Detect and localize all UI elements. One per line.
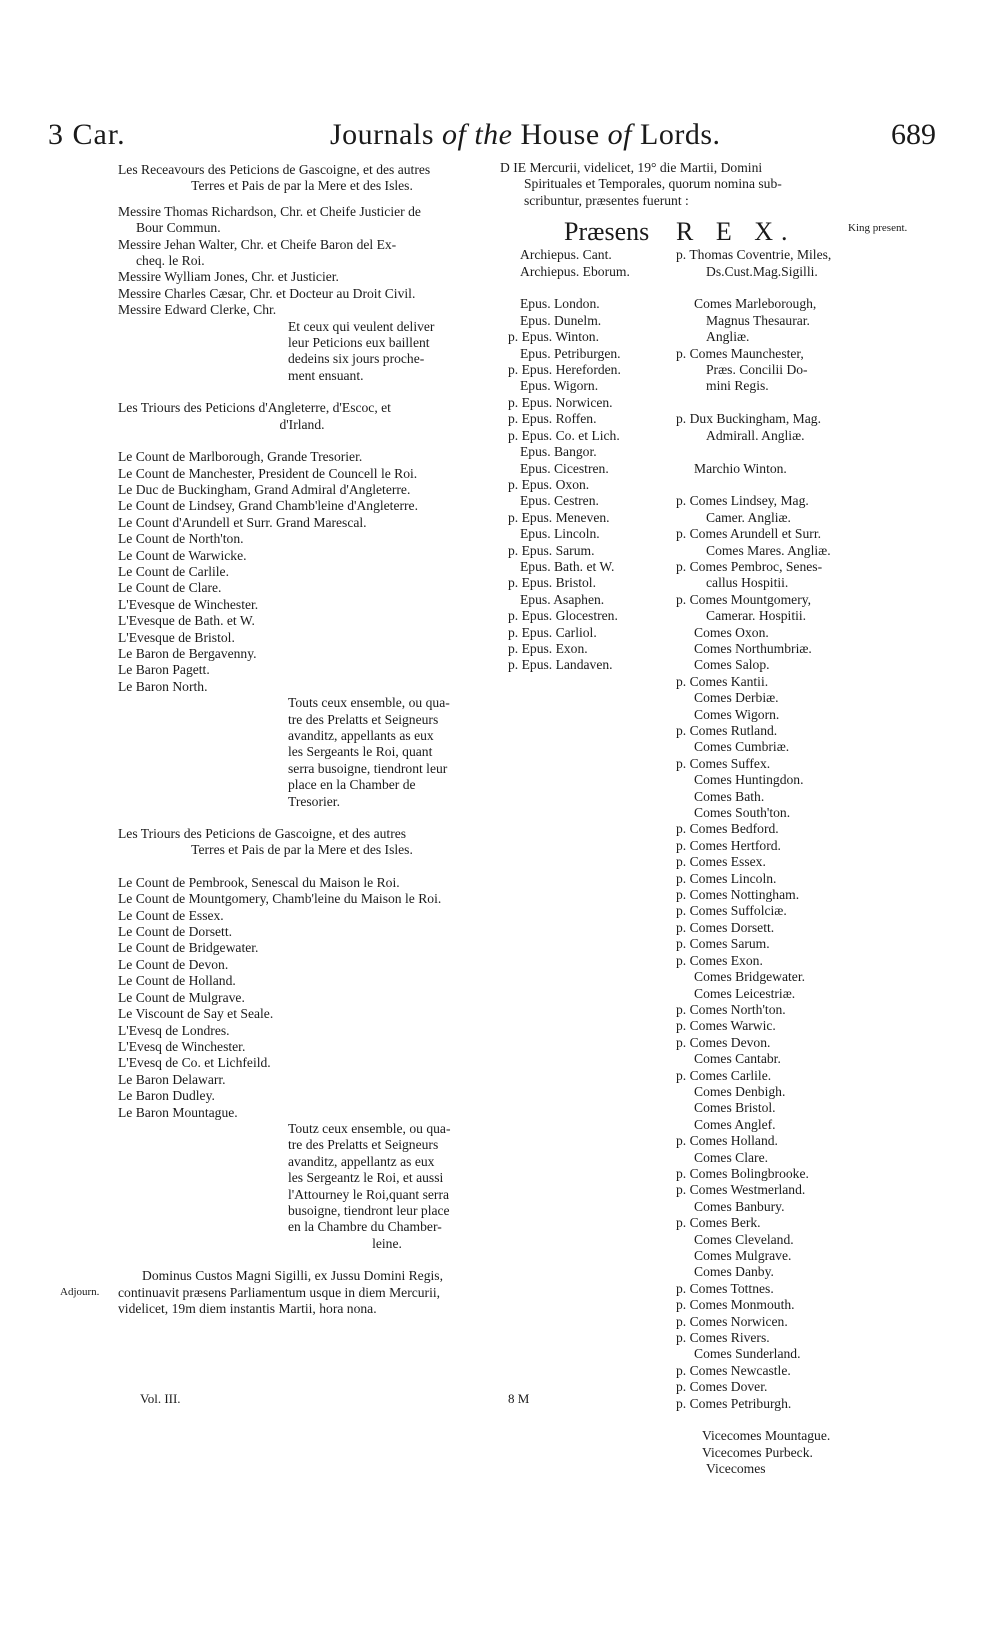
lord-entry: Comes Bridgewater. bbox=[694, 969, 805, 985]
lord-entry: Comes Clare. bbox=[694, 1149, 768, 1165]
lord-entry bbox=[676, 395, 866, 411]
title-part: of bbox=[607, 118, 640, 151]
lord-entry: Epus. Asaphen. bbox=[520, 591, 605, 607]
lord-entry bbox=[676, 477, 866, 493]
text-line: Terres et Pais de par la Mere et des Isles. bbox=[191, 178, 413, 194]
text-line: D IE Mercurii, videlicet, 19° die Martii, Domini bbox=[500, 160, 763, 175]
lord-entry: p. Comes Warwic. bbox=[676, 1018, 776, 1034]
text-line: Le Baron Mountague. bbox=[118, 1104, 238, 1120]
lord-entry: Comes South'ton. bbox=[694, 805, 791, 821]
triers-gascoigne-list bbox=[118, 875, 486, 1121]
lord-entry: Comes Cleveland. bbox=[694, 1231, 794, 1247]
text-line: en la Chambre du Chamber- bbox=[288, 1219, 442, 1235]
page-number: 689 bbox=[891, 118, 936, 151]
lord-entry: p. Comes Norwicen. bbox=[676, 1313, 788, 1329]
lord-entry: Comes Oxon. bbox=[694, 624, 769, 640]
lord-entry: Comes Salop. bbox=[694, 657, 770, 673]
text-line: busoigne, tiendront leur place bbox=[288, 1202, 450, 1218]
lord-entry: Vicecomes Purbeck. bbox=[702, 1444, 813, 1460]
text-line: Le Count de Pembrook, Senescal du Maison le Roi. bbox=[118, 874, 400, 890]
lord-entry: p. Epus. Exon. bbox=[508, 640, 588, 656]
lord-entry: p. Comes Westmerland. bbox=[676, 1182, 806, 1198]
text-line: Le Count de Mulgrave. bbox=[118, 989, 245, 1005]
lord-entry: Comes Wigorn. bbox=[694, 706, 780, 722]
lord-entry: p. Comes Bedford. bbox=[676, 821, 779, 837]
title-part: of the bbox=[442, 118, 521, 151]
text-line: Les Receavours des Peticions de Gascoigne, et des autres bbox=[118, 162, 431, 177]
text-line: Messire Thomas Richardson, Chr. et Cheife Justicier de bbox=[118, 203, 421, 219]
lord-entry: Comes Cumbriæ. bbox=[694, 739, 790, 755]
text-line: Bour Commun. bbox=[136, 220, 221, 236]
receivers-note bbox=[288, 319, 486, 385]
triers-england-heading bbox=[118, 400, 486, 433]
text-line: Tresorier. bbox=[288, 793, 340, 809]
lord-entry: Epus. Petriburgen. bbox=[520, 345, 621, 361]
lord-entry: p. Dux Buckingham, Mag. bbox=[676, 411, 821, 427]
receivers-list bbox=[118, 204, 486, 319]
text-line: avanditz, appellants as eux bbox=[288, 728, 434, 743]
text-line: cheq. le Roi. bbox=[136, 253, 205, 269]
lord-entry: p. Epus. Landaven. bbox=[508, 657, 613, 673]
footer-volume: Vol. III. bbox=[140, 1391, 181, 1406]
margin-note-king-present: King present. bbox=[848, 222, 908, 234]
lord-entry: Archiepus. Cant. bbox=[520, 247, 612, 263]
text-line: L'Evesq de Londres. bbox=[118, 1022, 230, 1038]
lord-entry: p. Comes Maunchester, bbox=[676, 345, 804, 361]
text-line: L'Evesq de Co. et Lichfeild. bbox=[118, 1055, 271, 1071]
text-line: videlicet, 19m diem instantis Martii, hora nona. bbox=[118, 1301, 377, 1316]
text-line: Le Count de North'ton. bbox=[118, 531, 244, 547]
lord-entry bbox=[676, 444, 866, 460]
lord-entry bbox=[676, 1412, 866, 1428]
lord-entry: Epus. Bath. et W. bbox=[520, 558, 615, 574]
lord-entry: Comes Mulgrave. bbox=[694, 1248, 792, 1263]
text-line: Le Baron Dudley. bbox=[118, 1088, 215, 1104]
lord-entry: Comes Huntingdon. bbox=[694, 772, 804, 788]
text-line: Le Count de Clare. bbox=[118, 580, 222, 596]
receivers-gascoigne bbox=[118, 162, 486, 195]
lord-entry: Epus. London. bbox=[520, 296, 600, 312]
text-line: tre des Prelatts et Seigneurs bbox=[288, 1137, 439, 1153]
text-line: Messire Charles Cæsar, Chr. et Docteur au Droit Civil. bbox=[118, 285, 416, 301]
lord-entry: p. Comes Holland. bbox=[676, 1133, 778, 1149]
lord-entry: Camerar. Hospitii. bbox=[706, 608, 807, 624]
text-line: Le Count de Manchester, President de Councell le Roi. bbox=[118, 465, 418, 481]
lord-entry: Ds.Cust.Mag.Sigilli. bbox=[706, 263, 818, 279]
text-line: Le Count de Mountgomery, Chamb'leine du Maison le Roi. bbox=[118, 891, 442, 907]
lord-entry: Comes Anglef. bbox=[694, 1116, 776, 1132]
lord-entry: p. Epus. Winton. bbox=[508, 329, 599, 345]
lord-entry: p. Epus. Sarum. bbox=[508, 542, 595, 558]
lord-entry: Comes Derbiæ. bbox=[694, 690, 779, 706]
triers-england-note bbox=[288, 695, 486, 810]
text-line: Dominus Custos Magni Sigilli, ex Jussu Domini Regis, bbox=[142, 1268, 443, 1284]
text-line: Le Baron Delawarr. bbox=[118, 1071, 226, 1087]
text-line: Le Count de Essex. bbox=[118, 907, 224, 923]
lord-entry: p. Comes Exon. bbox=[676, 952, 763, 968]
lord-entry: p. Comes North'ton. bbox=[676, 1001, 786, 1017]
text-line: L'Evesq de Winchester. bbox=[118, 1038, 246, 1054]
lord-entry: Comes Mares. Angliæ. bbox=[706, 542, 831, 558]
praesens-heading: Præsens bbox=[564, 217, 650, 247]
text-line: Le Count de Dorsett. bbox=[118, 924, 233, 940]
spiritual-lords bbox=[500, 247, 676, 1477]
lord-entry: p. Epus. Roffen. bbox=[508, 411, 597, 427]
lord-entry: Comes Bristol. bbox=[694, 1100, 776, 1116]
lord-entry: Marchio Winton. bbox=[694, 460, 787, 476]
lord-entry: Comes Cantabr. bbox=[694, 1051, 781, 1067]
lord-entry: p. Comes Devon. bbox=[676, 1034, 771, 1050]
header-title bbox=[330, 118, 721, 152]
text-line: Et ceux qui veulent deliver bbox=[288, 318, 435, 334]
temporal-lords bbox=[676, 247, 866, 1477]
lord-entry: p. Comes Lincoln. bbox=[676, 870, 777, 886]
sitting-intro bbox=[500, 160, 900, 209]
lord-entry: p. Comes Petriburgh. bbox=[676, 1395, 792, 1411]
lord-entry: Epus. Lincoln. bbox=[520, 526, 600, 542]
lord-entry: p. Comes Suffolciæ. bbox=[676, 903, 787, 919]
lord-entry: p. Comes Monmouth. bbox=[676, 1297, 795, 1313]
text-line: Le Baron North. bbox=[118, 678, 208, 694]
lord-entry: p. Comes Newcastle. bbox=[676, 1362, 791, 1378]
text-line: Toutz ceux ensemble, ou qua- bbox=[288, 1120, 451, 1136]
text-line: Le Count de Warwicke. bbox=[118, 547, 247, 563]
text-line: place en la Chamber de bbox=[288, 777, 416, 793]
footer-signature: 8 M bbox=[508, 1391, 530, 1406]
text-line: Messire Jehan Walter, Chr. et Cheife Baron del Ex- bbox=[118, 236, 397, 252]
lord-entry: p. Comes Kantii. bbox=[676, 673, 769, 689]
text-line: Spirituales et Temporales, quorum nomina sub- bbox=[524, 176, 782, 192]
lord-entry: p. Comes Tottnes. bbox=[676, 1280, 774, 1296]
rex-heading: R E X. bbox=[676, 217, 796, 247]
lord-entry: p. Comes Rivers. bbox=[676, 1330, 770, 1346]
text-line: Les Triours des Peticions de Gascoigne, et des autres bbox=[118, 826, 407, 842]
lord-entry: Comes Marleborough, bbox=[694, 296, 817, 312]
lord-entry bbox=[676, 280, 866, 296]
text-line: leur Peticions eux baillent bbox=[288, 335, 430, 351]
text-line: Le Baron de Bergavenny. bbox=[118, 645, 257, 661]
lord-entry: Comes Denbigh. bbox=[694, 1083, 786, 1099]
text-line: Messire Wylliam Jones, Chr. et Justicier. bbox=[118, 269, 339, 285]
triers-england-list bbox=[118, 449, 486, 695]
temporal-list bbox=[676, 625, 866, 1462]
lord-entry: Comes Northumbriæ. bbox=[694, 640, 812, 656]
lord-entry: Angliæ. bbox=[706, 329, 750, 345]
lord-entry: Comes Sunderland. bbox=[694, 1346, 801, 1362]
text-line: Le Count de Holland. bbox=[118, 973, 236, 989]
text-line: Touts ceux ensemble, ou qua- bbox=[288, 695, 450, 711]
text-line: Le Count de Bridgewater. bbox=[118, 940, 259, 956]
triers-gascoigne-heading bbox=[118, 826, 486, 859]
text-line: Le Baron Pagett. bbox=[118, 662, 210, 678]
lord-entry: p. Comes Suffex. bbox=[676, 755, 771, 771]
lord-entry: Comes Bath. bbox=[694, 788, 765, 804]
lord-entry: Archiepus. Eborum. bbox=[520, 263, 630, 279]
text-line: scribuntur, præsentes fuerunt : bbox=[524, 192, 689, 208]
lord-entry: p. Epus. Oxon. bbox=[508, 476, 590, 492]
lord-entry: mini Regis. bbox=[706, 378, 769, 394]
attendance-lists bbox=[500, 247, 900, 1477]
adjournment-paragraph bbox=[118, 1268, 486, 1317]
text-line: Terres et Pais de par la Mere et des Isles. bbox=[191, 842, 413, 858]
triers-gascoigne-note bbox=[288, 1121, 486, 1252]
text-line: Le Count d'Arundell et Surr. Grand Marescal. bbox=[118, 514, 367, 530]
lord-entry: Epus. Cestren. bbox=[520, 493, 599, 509]
lord-entry bbox=[500, 280, 676, 296]
lord-entry: Epus. Wigorn. bbox=[520, 378, 599, 394]
lord-entry: p. Comes Bolingbrooke. bbox=[676, 1165, 809, 1181]
lord-entry: p. Comes Pembroc, Senes- bbox=[676, 558, 823, 574]
lord-entry: p. Epus. Glocestren. bbox=[508, 608, 618, 624]
text-line: Messire Edward Clerke, Chr. bbox=[118, 302, 277, 318]
left-column bbox=[118, 162, 486, 1317]
lord-entry: p. Epus. Hereforden. bbox=[508, 362, 621, 378]
text-line: l'Attourney le Roi,quant serra bbox=[288, 1186, 450, 1202]
lord-entry: callus Hospitii. bbox=[706, 575, 789, 591]
text-line: continuavit præsens Parliamentum usque in diem Mercurii, bbox=[118, 1284, 441, 1300]
lord-entry: Comes Danby. bbox=[694, 1264, 774, 1280]
right-column bbox=[500, 160, 900, 1478]
lord-entry: Epus. Cicestren. bbox=[520, 460, 609, 476]
lord-entry: p. Comes Lindsey, Mag. bbox=[676, 493, 809, 509]
lord-entry: Comes Leicestriæ. bbox=[694, 985, 796, 1001]
text-line: Le Count de Lindsey, Grand Chamb'leine d'Angleterre. bbox=[118, 498, 418, 514]
text-line: tre des Prelatts et Seigneurs bbox=[288, 711, 439, 727]
text-line: les Sergeantz le Roi, et aussi bbox=[288, 1170, 444, 1186]
text-line: serra busoigne, tiendront leur bbox=[288, 760, 448, 776]
text-line: L'Evesque de Winchester. bbox=[118, 596, 259, 612]
lord-entry: Præs. Concilii Do- bbox=[706, 362, 808, 378]
text-line: les Sergeants le Roi, quant bbox=[288, 744, 433, 760]
title-part: Journals bbox=[330, 118, 442, 151]
lord-entry: p. Comes Sarum. bbox=[676, 936, 770, 952]
lord-entry: p. Comes Dorsett. bbox=[676, 919, 775, 935]
lord-entry: Camer. Angliæ. bbox=[706, 509, 791, 525]
text-line: ment ensuant. bbox=[288, 367, 364, 383]
header-regnal-year: 3 Car. bbox=[48, 118, 126, 151]
lord-entry: p. Comes Arundell et Surr. bbox=[676, 526, 821, 542]
lord-entry: p. Comes Nottingham. bbox=[676, 887, 800, 903]
lord-entry: p. Comes Hertford. bbox=[676, 837, 781, 853]
margin-note-adjourn: Adjourn. bbox=[60, 1286, 100, 1298]
text-line: Le Count de Marlborough, Grande Tresorier. bbox=[118, 449, 363, 465]
text-line: d'Irland. bbox=[279, 416, 325, 432]
lord-entry: p. Comes Rutland. bbox=[676, 723, 778, 738]
text-line: leine. bbox=[372, 1235, 402, 1251]
lord-entry: p. Thomas Coventrie, Miles, bbox=[676, 247, 832, 263]
text-line: Le Viscount de Say et Seale. bbox=[118, 1006, 274, 1022]
lord-entry: Epus. Dunelm. bbox=[520, 312, 602, 328]
text-line: L'Evesque de Bath. et W. bbox=[118, 613, 255, 629]
title-part: House bbox=[520, 118, 608, 151]
lord-entry: Vicecomes Mountague. bbox=[702, 1428, 831, 1444]
lord-entry: p. Comes Berk. bbox=[676, 1215, 761, 1231]
lord-entry: p. Comes Dover. bbox=[676, 1379, 768, 1395]
text-line: L'Evesque de Bristol. bbox=[118, 629, 235, 645]
text-line: dedeins six jours proche- bbox=[288, 351, 425, 367]
title-part: Lords. bbox=[640, 118, 721, 151]
lord-entry: p. Comes Carlile. bbox=[676, 1067, 772, 1083]
lord-entry: p. Comes Mountgomery, bbox=[676, 591, 812, 607]
text-line: Le Count de Devon. bbox=[118, 956, 229, 972]
lord-entry: p. Epus. Meneven. bbox=[508, 509, 610, 525]
attendance-heading bbox=[500, 217, 900, 247]
text-line: Les Triours des Peticions d'Angleterre, d'Escoc, et bbox=[118, 400, 391, 416]
text-line: Le Duc de Buckingham, Grand Admiral d'Angleterre. bbox=[118, 481, 411, 497]
lord-entry: p. Epus. Bristol. bbox=[508, 575, 596, 591]
lord-entry: Comes Banbury. bbox=[694, 1198, 785, 1214]
lord-entry: p. Epus. Norwicen. bbox=[508, 394, 613, 410]
catchword: Vicecomes bbox=[706, 1461, 766, 1477]
text-line: Le Count de Carlile. bbox=[118, 563, 229, 579]
lord-entry: p. Comes Essex. bbox=[676, 854, 766, 870]
lord-entry: p. Epus. Carliol. bbox=[508, 624, 597, 640]
lord-entry: Magnus Thesaurar. bbox=[706, 312, 810, 328]
lord-entry: Admirall. Angliæ. bbox=[706, 427, 805, 443]
lord-entry: Epus. Bangor. bbox=[520, 444, 597, 460]
text-line: avanditz, appellantz as eux bbox=[288, 1153, 435, 1169]
lord-entry: p. Epus. Co. et Lich. bbox=[508, 427, 620, 443]
